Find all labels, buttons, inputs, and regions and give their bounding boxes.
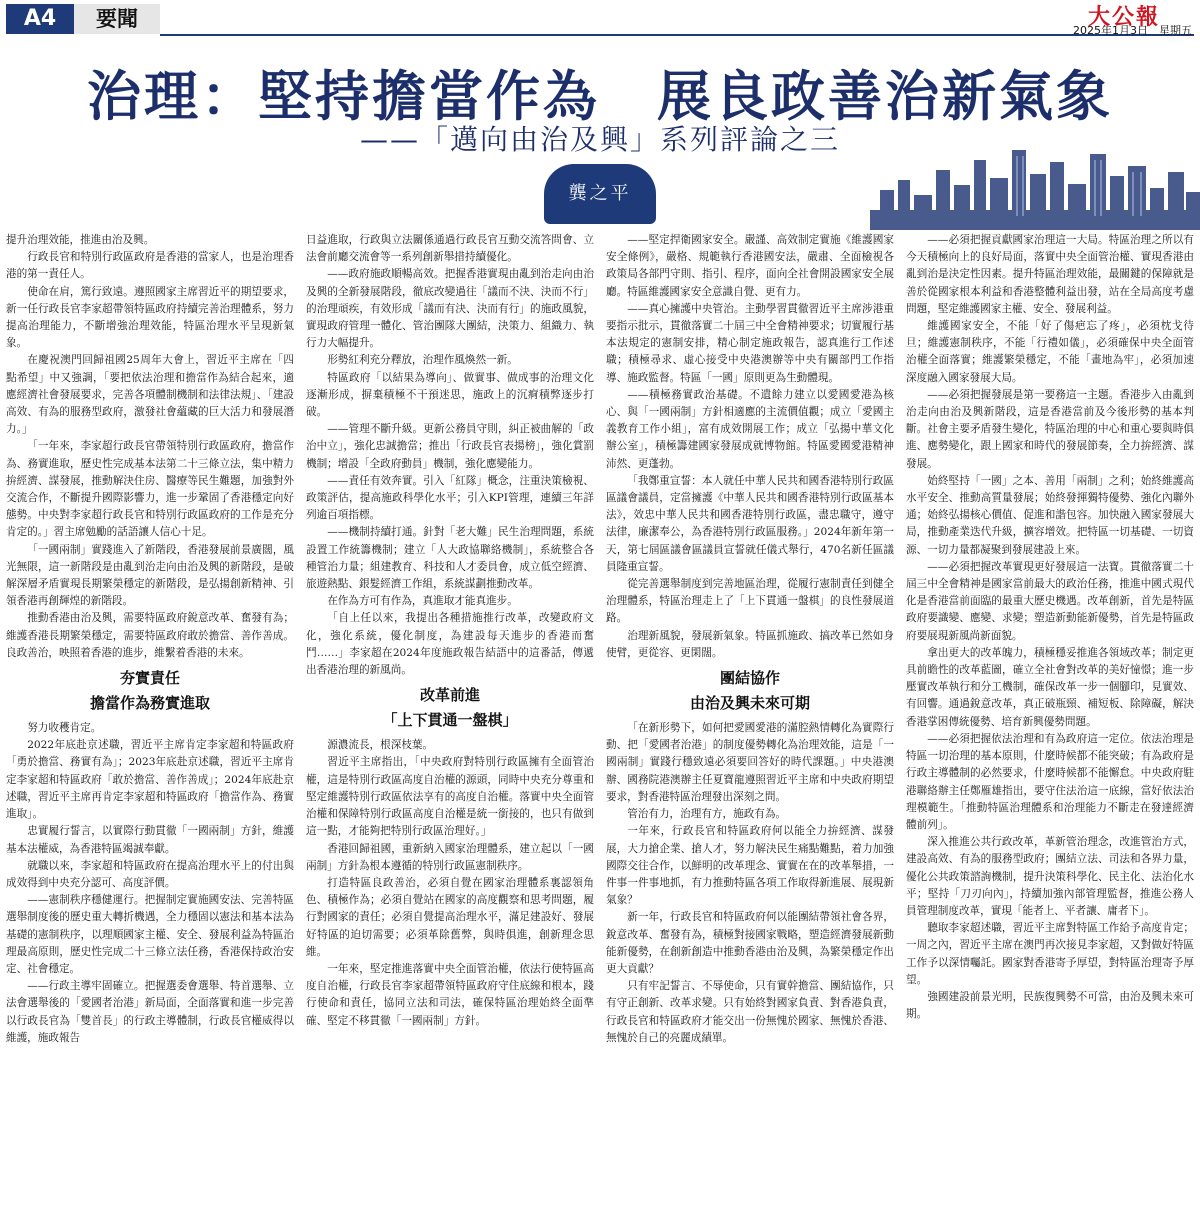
paragraph: 打造特區良政善治，必須自覺在國家治理體系裏認領角色、積極作為；必須自覺站在國家的高度觀察和思考問題，履行對國家的責任；必須自覺提高治理水平，滿足建設好、發展好特區的迫切需要；必須革除舊弊，與時俱進，創新理念思維。 [306,876,594,958]
paragraph: 2022年底赴京述職，習近平主席肯定李家超和特區政府「勇於擔當、務實有為」；2023年底赴京述職，習近平主席肯定李家超和特區政府「敢於擔當、善作善成」；2024年底赴京述職，習近平主席再肯定李家超和特區政府「擔當作為、務實進取」。 [6,739,294,821]
paragraph: 努力收穫肯定。 [27,722,102,735]
paragraph: 聽取李家超述職，習近平主席對特區工作給予高度肯定；一周之內，習近平主席在澳門再次接見李家超，又對做好特區工作予以深情囑託。國家對香港寄予厚望，對特區治理寄予厚望。 [906,922,1194,986]
paragraph: 提升治理效能，推進由治及興。 [6,234,155,246]
paragraph: 強國建設前景光明，民族復興勢不可當，由治及興未來可期。 [906,990,1194,1021]
section-name: 要聞 [74,4,160,34]
paragraph: 從完善選舉制度到完善地區治理，從履行憲制責任到健全治理體系，特區治理走上了「上下貫通一盤棋」的良性發展道路。 [606,578,894,625]
paragraph: 「自上任以來，我提出各種措施推行改革，改變政府文化，強化系統，優化制度，為建設每天進步的香港而奮鬥……」李家超在2024年度施政報告結語中的這番話，傳遞出香港治理的新風尚。 [306,612,594,677]
headline: 治理：堅持擔當作為 展良政善治新氣象 [87,65,1113,128]
paragraph: ——政府施政順暢高效。把握香港實現由亂到治走向由治及興的全新發展階段，徹底改變過往「議而不決、決而不行」的治理頑疾，有效形成「議而有決、決而有行」的施政風貌，實現政府管理一體化、管治團隊大團結，決策力、組織力、執行力大幅提升。 [306,268,594,350]
column-1 [6,232,294,1208]
paragraph: ——責任有效奔實。引入「紅隊」概念，注重決策檢視、政策評估，提高施政科學化水平；引入KPI管理，連續三年詳列逾百項指標。 [306,474,594,522]
section-heading-sub: 由治及興未來可期 [689,694,810,713]
paragraph: ——行政主導牢固確立。把握選委會選舉、特首選舉、立法會選舉後的「愛國者治港」新局面，全面落實和進一步完善以行政長官為「雙首長」的行政主導體制，行政長官權威得以維護，施政報告 [6,980,294,1044]
paragraph: 就職以來，李家超和特區政府在提高治理水平上的付出與成效得到中央充分認可、高度評價。 [6,859,294,889]
section-heading: 夯實責任 [119,669,180,688]
paragraph: 「我鄭重宣誓：本人就任中華人民共和國香港特別行政區區議會議員，定當擁護《中華人民共和國香港特別行政區基本法》，效忠中華人民共和國香港特別行政區，盡忠職守，遵守法律，廉潔奉公，為香港特別行政區服務。」2024年新年第一天，第七屆區議會區議員宣誓就任儀式舉行，470名新任區議員隆重宣誓。 [606,474,894,573]
section-number: A4 [6,4,74,34]
series-subtitle: ——「邁向由治及興」系列評論之三 [359,123,840,156]
paragraph: 拿出更大的改革魄力，積極穩妥推進各領域改革；制定更具前瞻性的改革藍圖，確立全社會對改革的美好憧憬；進一步壓實改革執行和分工機制，確保改革一步一個腳印，見實效、有回響。通過銳意改革，真正破瓶頸、補短板、除障礙，解決香港掌困傳統優勢、培育新興優勢問題。 [906,646,1194,728]
section-heading: 團結協作 [719,669,780,688]
paragraph: 新一年，行政長官和特區政府何以能團結帶領社會各界，銳意改革、奮發有為，積極對接國家戰略，塑造經濟發展新動能新優勢，在創新創造中推動香港由治及興，為繁榮穩定作出更大貢獻？ [606,911,894,975]
paragraph: 忠實履行誓言，以實際行動貫徹「一國兩制」方針，維護基本法權威，為香港特區竭誠奉獻。 [6,825,294,855]
paragraph: 香港回歸祖國，重新納入國家治理體系，建立起以「一國兩制」方針為根本遵循的特別行政區憲制秩序。 [306,842,594,872]
paragraph: 源濃流長，根深枝葉。 [327,739,434,752]
paragraph: 深入推進公共行政改革，革新管治理念，改進管治方式，建設高效、有為的服務型政府；團結立法、司法和各界力量，優化公共政策諮詢機制，提升決策科學化、民主化、法治化水平；堅持「刀刃向內」，持續加強內部管理監督，推進公務人員管理制度改革，實現「能者上、平者讓、庸者下」。 [906,836,1194,917]
paragraph: ——真心擁護中央管治。主動學習貫徹習近平主席涉港重要指示批示，貫徹落實二十屆三中全會精神要求；切實履行基本法規定的憲制安排，精心制定施政報告，認真進行工作述職；積極尋求、虛心接受中央港澳辦等中央有關部門工作指導、施政監督。特區「一國」原則更為生動體現。 [606,302,894,384]
page-header [0,0,1200,40]
paragraph: 只有牢記誓言、不辱使命，只有實幹擔當、團結協作，只有守正創新、改革求變。只有始終對國家負責、對香港負責，行政長官和特區政府才能交出一份無愧於國家、無愧於香港、無愧於自己的亮麗成績單。 [606,980,894,1044]
paragraph: 管治有力，治理有方，施政有為。 [627,808,787,821]
newspaper-logo: 大公報 [1087,5,1160,30]
column-4 [906,232,1194,1208]
paragraph: 特區政府「以結果為導向」、做實事、做成事的治理文化逐漸形成，摒棄積極不干預迷思，施政上的沉痾積弊逐步打破。 [306,371,594,419]
paragraph: 習近平主席指出，「中央政府對特別行政區擁有全面管治權，這是特別行政區高度自治權的源頭，同時中央充分尊重和堅定維護特別行政區依法享有的高度自治權。落實中央全面管治權和保障特別行政區高度自治權是統一銜接的，也只有做到這一點，才能夠把特別行政區治理好。」 [306,756,594,838]
paragraph: ——憲制秩序穩健運行。把握制定實施國安法、完善特區選舉制度後的歷史重大轉折機遇，全力穩固以憲法和基本法為基礎的憲制秩序，以理順國家主權、安全、發展利益為特區治理最高原則，歷史性完成二十三條立法任務，香港保持政治安定、社會穩定。 [6,894,294,975]
header-rule [160,34,1194,36]
paragraph: 始終堅持「一國」之本、善用「兩制」之利；始終維護高水平安全、推動高質量發展；始終發揮獨特優勢、強化內聯外通；始終弘揚核心價值、促進和諧包容。加快融入國家發展大局，推動產業迭代升級，擴容增效。把特區一切基礎、一切資源、一切力量都凝聚到發展建設上來。 [906,474,1194,556]
paragraph: 維護國家安全，不能「好了傷疤忘了疼」，必須枕戈待旦；維護憲制秩序，不能「行禮如儀」，必須確保中央全面管治權全面落實；維護繁榮穩定，不能「畫地為牢」，必須加速深度融入國家發展大局。 [906,320,1194,384]
section-heading-sub: 擔當作為務實進取 [89,694,210,713]
paragraph: 在作為方可有作為，真進取才能真進步。 [327,595,518,608]
column-2 [306,232,594,1208]
column-3 [606,232,894,1208]
paragraph: ——必須把握發展是第一要務這一主題。香港步入由亂到治走向由治及興新階段，這是香港當前及今後形勢的基本判斷。社會主要矛盾發生變化，特區治理的中心和重心要與時俱進、應勢變化，跟上國家和時代的發展節奏，全力拚經濟、謀發展。 [906,388,1194,470]
paragraph: 日益進取，行政與立法關係通過行政長官互動交流答問會、立法會前廳交流會等一系列創新舉措持續優化。 [306,234,594,264]
paragraph: 「一年來，李家超行政長官帶領特別行政區政府，擔當作為、務實進取，歷史性完成基本法第二十三條立法，集中精力拚經濟、謀發展，推動解決住房、醫療等民生難題，加強對外交流合作，不斷提升國際影響力，進一步鞏固了香港穩定向好態勢。中央對李家超行政長官和特別行政區政府的工作是充分肯定的。」習主席勉勵的話語讓人信心十足。 [6,440,294,539]
paragraph: 一年來，行政長官和特區政府何以能全力拚經濟、謀發展，大力搶企業、搶人才，努力解決民生痛點難點，着力加強國際交往合作，以鮮明的改革理念、實實在在的改革舉措，一件事一件事地抓，有力推動特區各項工作取得新進展、展現新氣象？ [606,825,894,907]
paragraph: ——必須把握依法治理和有為政府這一定位。依法治理是特區一切治理的基本原則，什麼時候都不能突破；有為政府是行政主導體制的必然要求，什麼時候都不能懈怠。中央政府駐港聯絡辦主任鄭雁雄指出，要守住法治這一底線，當好依法治理模範生。「推動特區治理體系和治理能力不斷走在發達經濟體前列」。 [906,732,1194,831]
section-heading-sub: 「上下貫通一盤棋」 [382,711,518,730]
article-body [6,232,1194,1208]
paragraph: 使命在肩，篤行致遠。遵照國家主席習近平的期望要求，新一任行政長官李家超帶領特區政府持續完善治理體系，努力提高治理能力，不斷增強治理效能，特區治理水平呈現新氣象。 [6,285,294,350]
dateline: 2025年1月3日 星期五 [1073,24,1192,37]
paragraph: 一年來，堅定推進落實中央全面管治權，依法行使特區高度自治權，行政長官李家超帶領特區政府守住底線和根本，踐行使命和責任，協同立法和司法，確保特區治理始終全面準確、堅定不移貫徹「一國兩制」方針。 [306,962,594,1027]
paragraph: 形勢紅利充分釋放，治理作風煥然一新。 [327,354,518,367]
paragraph: 行政長官和特別行政區政府是香港的當家人，也是治理香港的第一責任人。 [6,251,294,281]
paragraph: 「在新形勢下，如何把愛國愛港的滿腔熱情轉化為實際行動、把「愛國者治港」的制度優勢轉化為治理效能，這是「一國兩制」實踐行穩致遠必須要回答好的時代課題。」中央港澳辦、國務院港澳辦主任夏寶龍遵照習近平主席和中央政府期望要求，對香港特區治理發出深刻之問。 [606,722,894,803]
paragraph: 推動香港由治及興，需要特區政府銳意改革、奮發有為；維護香港長期繁榮穩定，需要特區政府敢於擔當、善作善成。良政善治，映照着香港的進步，維繫着香港的未來。 [6,612,294,659]
paragraph: ——積極務實政治基礎。不遺餘力建立以愛國愛港為核心、與「一國兩制」方針相適應的主流價值觀；成立「愛國主義教育工作小組」，富有成效開展工作；成立「弘揚中華文化辦公室」，積極籌建國家發展成就博物館。特區愛國愛港精神沛然、更蓬勃。 [606,388,894,470]
paragraph: ——機制持續打通。針對「老大難」民生治理問題，系統設置工作統籌機制；建立「人大政協聯絡機制」，系統整合各種管治力量；組建教育、科技和人才委員會，成立低空經濟、旅遊熱點、銀髮經濟工作組，系統謀劃推動改革。 [306,526,594,591]
paragraph: ——必須把握貢獻國家治理這一大局。特區治理之所以有今天積極向上的良好局面，落實中央全面管治權、實現香港由亂到治是決定性因素。提升特區治理效能，最關鍵的保障就是善於從國家根本利益和香港整體利益出發，站在全局高度考慮問題，堅定維護國家主權、安全、發展利益。 [906,234,1194,315]
paragraph: 「一國兩制」實踐進入了新階段，香港發展前景廣闊，風光無限，這一新階段是由亂到治走向由治及興的新階段，是破解深層矛盾實現長期繁榮穩定的新階段，是弘揚創新精神、引領香港再創輝煌的新階段。 [6,543,294,608]
paragraph: ——管理不斷升級。更新公務員守則，糾正被曲解的「政治中立」，強化忠誠擔當；推出「行政長官表揚榜」，強化賞罰機制；增設「全政府動員」機制，強化應變能力。 [306,423,594,470]
paragraph: ——必須把握改革實現更好發展這一法寶。貫徹落實二十屆三中全會精神是國家當前最大的政治任務，推進中國式現代化是香港當前面臨的最重大歷史機遇。改革創新，首先是特區政府要識變、應變、求變；塑造新動能新優勢，首先是特區政府要展現新風尚新面貌。 [906,560,1194,642]
paragraph: 治理新風貌，發展新氣象。特區抓施政、搞改革已然如身使臂，更從容、更閑闊。 [606,629,894,659]
author-badge: 龔之平 [544,164,656,224]
section-heading: 改革前進 [419,686,480,705]
paragraph: ——堅定捍衛國家安全。嚴謹、高效制定實施《維護國家安全條例》，嚴格、規範執行香港國安法，嚴肅、全面檢視各政策局各部門守則、指引、程序，面向全社會開設國家安全展廳。特區維護國家安全意識自覺、更有力。 [606,234,894,298]
paragraph: 在慶祝澳門回歸祖國25周年大會上，習近平主席在「四點希望」中又強調，「要把依法治理和擔當作為結合起來，適應經濟社會發展要求，完善各項體制機制和法律法規」、「建設高效、有為的服務型政府，激發社會蘊藏的巨大活力和發展潛力。」 [6,354,294,436]
